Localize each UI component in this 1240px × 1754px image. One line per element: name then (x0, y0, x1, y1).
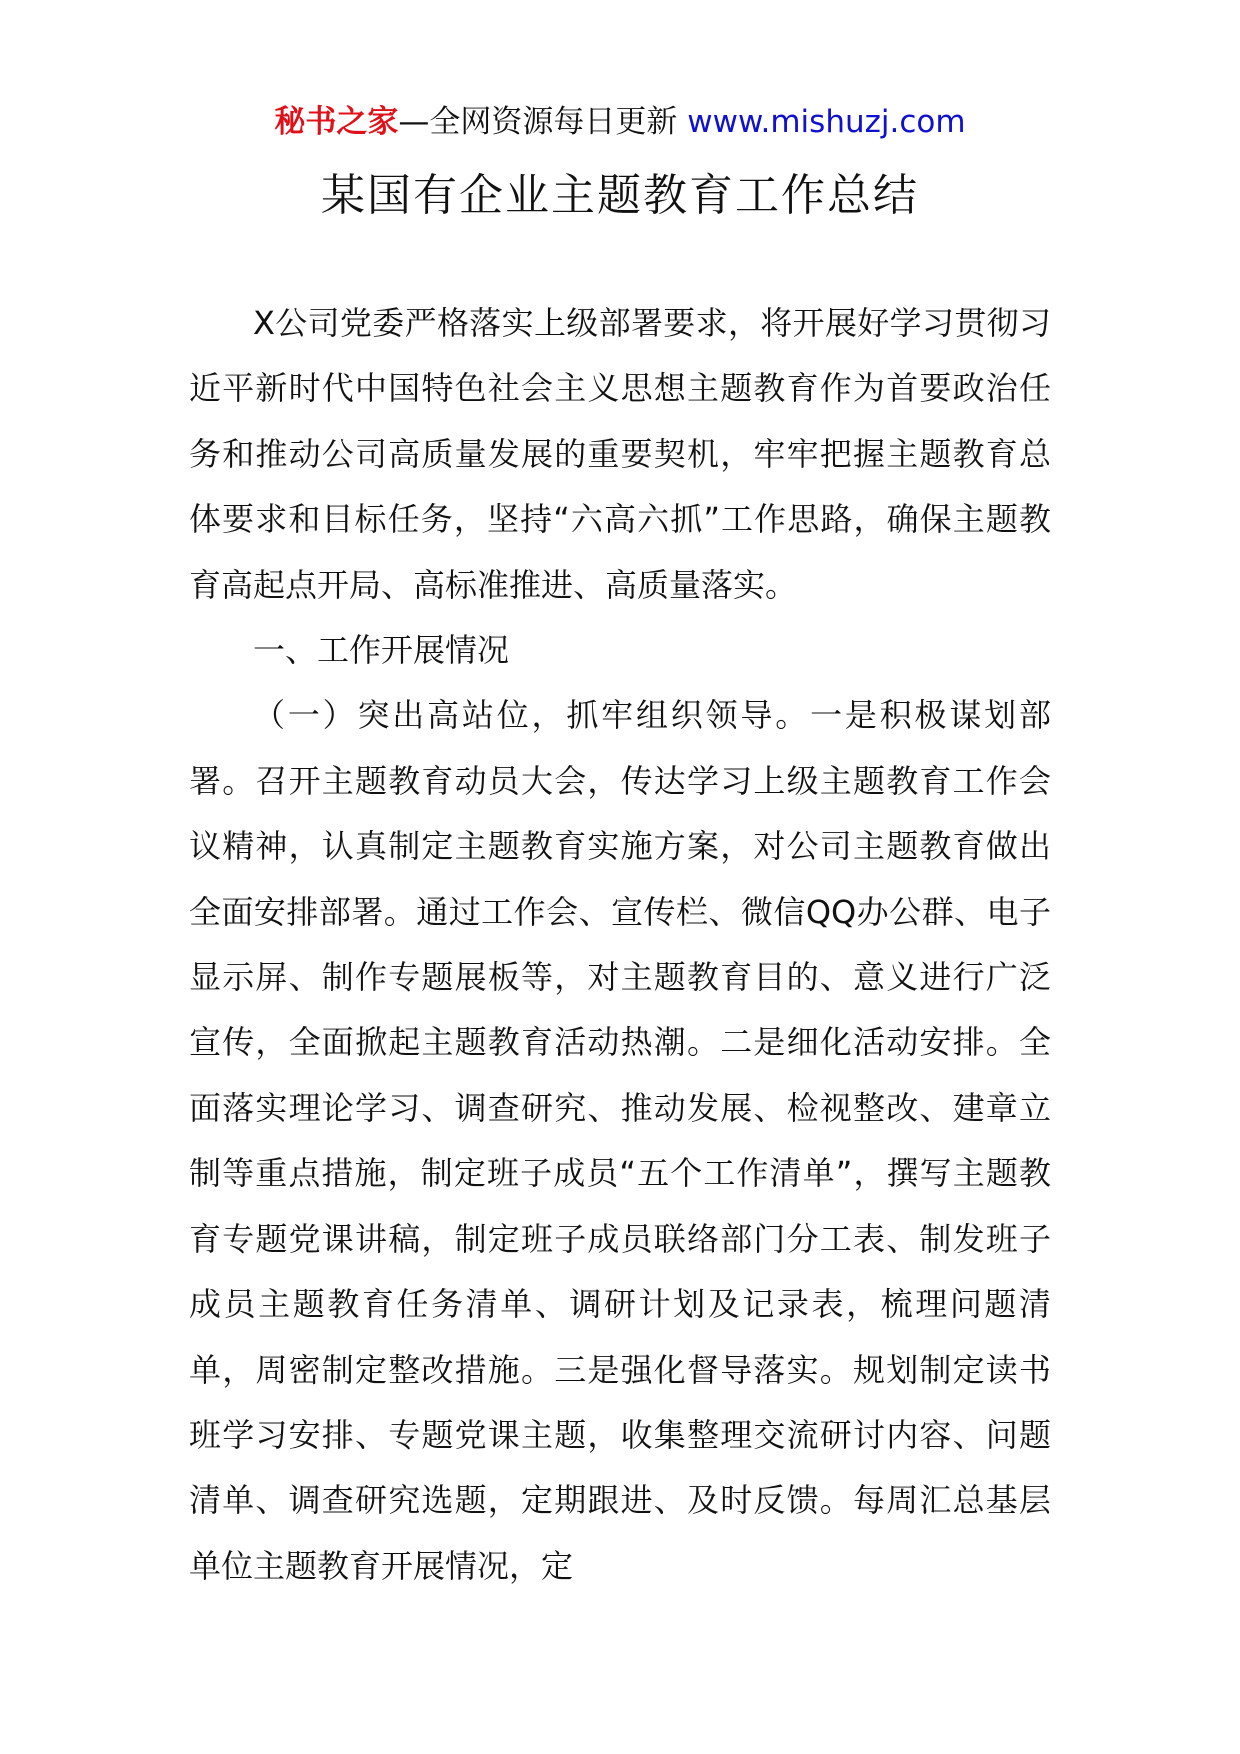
watermark-header (0, 100, 1240, 144)
section-heading: 一、工作开展情况 (253, 631, 510, 670)
brand-name: 秘书之家 (274, 104, 399, 140)
header-tagline: —全网资源每日更新 (398, 104, 678, 140)
document-body (189, 291, 1051, 1599)
header-url-link[interactable]: www.mishuzj.com (687, 104, 966, 140)
document-title: 某国有企业主题教育工作总结 (321, 170, 919, 221)
intro-paragraph: X公司党委严格落实上级部署要求，将开展好学习贯彻习近平新时代中国特色社会主义思想主题教育作为首要政治任务和推动公司高质量发展的重要契机，牢牢把握主题教育总体要求和目标任务，坚持“六高六抓”工作思路，确保主题教育高起点开局、高标准推进、高质量落实。 (189, 304, 1051, 604)
subsection-paragraph: （一）突出高站位，抓牢组织领导。一是积极谋划部署。召开主题教育动员大会，传达学习上级主题教育工作会议精神，认真制定主题教育实施方案，对公司主题教育做出全面安排部署。通过工作会、宣传栏、微信QQ办公群、电子显示屏、制作专题展板等，对主题教育目的、意义进行广泛宣传，全面掀起主题教育活动热潮。二是细化活动安排。全面落实理论学习、调查研究、推动发展、检视整改、建章立制等重点措施，制定班子成员“五个工作清单”，撰写主题教育专题党课讲稿，制定班子成员联络部门分工表、制发班子成员主题教育任务清单、调研计划及记录表，梳理问题清单，周密制定整改措施。三是强化督导落实。规划制定读书班学习安排、专题党课主题，收集整理交流研讨内容、问题清单、调查研究选题，定期跟进、及时反馈。每周汇总基层单位主题教育开展情况，定 (189, 696, 1051, 1585)
